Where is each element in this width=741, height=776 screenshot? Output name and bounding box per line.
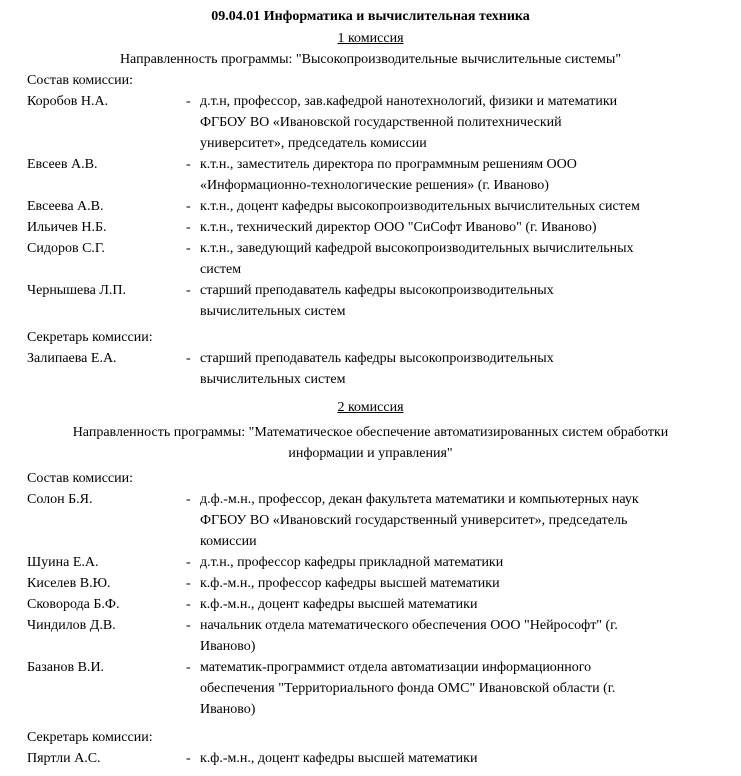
member-desc-line: начальник отдела математического обеспечения ООО "Нейрософт" (г.: [200, 618, 618, 633]
dash: -: [186, 576, 191, 591]
secretary-desc-line: старший преподаватель кафедры высокопроизводительных: [200, 351, 554, 366]
member-desc-line: д.ф.-м.н., профессор, декан факультета математики и компьютерных наук: [200, 492, 639, 507]
member-name: Сковорода Б.Ф.: [27, 597, 120, 612]
member-desc-line: математик-программист отдела автоматизации информационного: [200, 660, 592, 675]
secretary-desc-line: вычислительных систем: [200, 372, 346, 387]
secretary-desc-line: к.ф.-м.н., доцент кафедры высшей математики: [200, 751, 478, 766]
member-name: Коробов Н.А.: [27, 94, 109, 109]
member-desc-line: ФГБОУ ВО «Ивановский государственный университет», председатель: [200, 513, 628, 528]
secretary-name: Пяртли А.С.: [27, 751, 101, 766]
member-desc-line: ФГБОУ ВО «Ивановской государственной политехнический: [200, 115, 562, 130]
member-desc-line: обеспечения "Территориального фонда ОМС" Ивановской области (г.: [200, 681, 616, 696]
member-name: Чернышева Л.П.: [27, 283, 126, 298]
dash: -: [186, 157, 191, 172]
commission-1-members-label: Состав комиссии:: [27, 73, 133, 88]
dash: -: [186, 94, 191, 109]
dash: -: [186, 660, 191, 675]
dash: -: [186, 283, 191, 298]
member-name: Солон Б.Я.: [27, 492, 93, 507]
member-name: Шуина Е.А.: [27, 555, 99, 570]
member-desc-line: д.т.н., профессор кафедры прикладной математики: [200, 555, 504, 570]
member-desc-line: к.т.н., заведующий кафедрой высокопроизводительных вычислительных: [200, 241, 634, 256]
member-desc-line: к.ф.-м.н., профессор кафедры высшей математики: [200, 576, 500, 591]
program-heading: 09.04.01 Информатика и вычислительная техника: [211, 9, 530, 24]
member-name: Киселев В.Ю.: [27, 576, 111, 591]
dash: -: [186, 597, 191, 612]
dash: -: [186, 751, 191, 766]
member-desc-line: к.ф.-м.н., доцент кафедры высшей математики: [200, 597, 478, 612]
dash: -: [186, 220, 191, 235]
dash: -: [186, 241, 191, 256]
member-desc-line: Иваново): [200, 639, 256, 654]
member-desc-line: Иваново): [200, 702, 256, 717]
member-desc-line: к.т.н., заместитель директора по программным решениям ООО: [200, 157, 577, 172]
dash: -: [186, 351, 191, 366]
member-name: Евсеев А.В.: [27, 157, 98, 172]
member-name: Ильичев Н.Б.: [27, 220, 107, 235]
dash: -: [186, 555, 191, 570]
member-desc-line: комиссии: [200, 534, 257, 549]
dash: -: [186, 618, 191, 633]
member-name: Сидоров С.Г.: [27, 241, 105, 256]
commission-2-label: 2 комиссия: [337, 400, 404, 415]
member-desc-line: систем: [200, 262, 242, 277]
dash: -: [186, 492, 191, 507]
secretary-name: Залипаева Е.А.: [27, 351, 117, 366]
commission-1-label: 1 комиссия: [337, 31, 404, 46]
member-desc-line: к.т.н., технический директор ООО "СиСофт Иваново" (г. Иваново): [200, 220, 597, 235]
commission-2-members-label: Состав комиссии:: [27, 471, 133, 486]
member-desc-line: д.т.н, профессор, зав.кафедрой нанотехнологий, физики и математики: [200, 94, 618, 109]
member-desc-line: университет», председатель комиссии: [200, 136, 427, 151]
member-name: Евсеева А.В.: [27, 199, 104, 214]
member-desc-line: вычислительных систем: [200, 304, 346, 319]
dash: -: [186, 199, 191, 214]
commission-1-direction: Направленность программы: "Высокопроизводительные вычислительные системы": [119, 52, 622, 67]
commission-1-secretary-label: Секретарь комиссии:: [27, 330, 153, 345]
member-desc-line: старший преподаватель кафедры высокопроизводительных: [200, 283, 554, 298]
commission-2-direction-line1: Направленность программы: "Математическое обеспечение автоматизированных систем обработки: [72, 425, 669, 440]
member-desc-line: к.т.н., доцент кафедры высокопроизводительных вычислительных систем: [200, 199, 640, 214]
member-desc-line: «Информационно-технологические решения» (г. Иваново): [200, 178, 549, 193]
commission-2-secretary-label: Секретарь комиссии:: [27, 730, 153, 745]
member-name: Чиндилов Д.В.: [27, 618, 116, 633]
member-name: Базанов В.И.: [27, 660, 105, 675]
commission-2-direction-line2: информации и управления": [288, 446, 453, 461]
